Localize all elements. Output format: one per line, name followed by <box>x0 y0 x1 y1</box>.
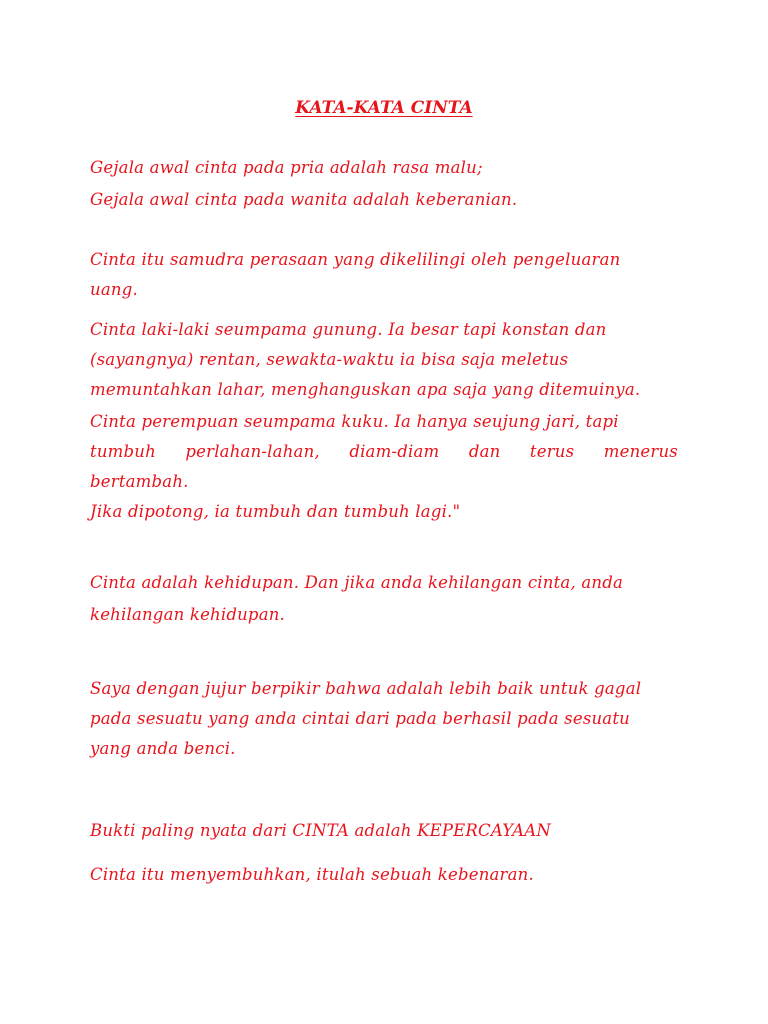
justified-word: diam-diam <box>349 442 440 461</box>
paragraph-4-line-2: kehilangan kehidupan. <box>90 605 286 624</box>
justified-word: dan <box>468 442 501 461</box>
paragraph-1-line-1: Gejala awal cinta pada pria adalah rasa malu; <box>90 158 483 177</box>
paragraph-5-line-1: Saya dengan jujur berpikir bahwa adalah lebih baik untuk gagal <box>90 679 642 698</box>
paragraph-3-line-4: Cinta perempuan seumpama kuku. Ia hanya seujung jari, tapi <box>90 412 619 431</box>
paragraph-3-line-5 <box>90 437 678 467</box>
paragraph-3-line-1: Cinta laki-laki seumpama gunung. Ia besar tapi konstan dan <box>90 320 607 339</box>
justified-word: tumbuh <box>90 442 156 461</box>
paragraph-7-line-1: Cinta itu menyembuhkan, itulah sebuah kebenaran. <box>90 865 534 884</box>
paragraph-2-line-2: uang. <box>90 280 138 299</box>
paragraph-3-line-2: (sayangnya) rentan, sewakta-waktu ia bisa saja meletus <box>90 350 569 369</box>
justified-word: perlahan-lahan, <box>185 442 320 461</box>
paragraph-5-line-3: yang anda benci. <box>90 739 236 758</box>
paragraph-3-line-6: bertambah. <box>90 472 189 491</box>
paragraph-4-line-1: Cinta adalah kehidupan. Dan jika anda kehilangan cinta, anda <box>90 573 623 592</box>
paragraph-2-line-1: Cinta itu samudra perasaan yang dikelilingi oleh pengeluaran <box>90 250 621 269</box>
paragraph-5-line-2: pada sesuatu yang anda cintai dari pada berhasil pada sesuatu <box>90 709 631 728</box>
paragraph-3-line-7: Jika dipotong, ia tumbuh dan tumbuh lagi." <box>90 502 461 521</box>
paragraph-1-line-2: Gejala awal cinta pada wanita adalah keberanian. <box>90 190 518 209</box>
paragraph-6-line-1: Bukti paling nyata dari CINTA adalah KEPERCAYAAN <box>90 821 551 840</box>
paragraph-3-line-3: memuntahkan lahar, menghanguskan apa saja yang ditemuinya. <box>90 380 641 399</box>
justified-word: menerus <box>603 442 678 461</box>
document-title: KATA-KATA CINTA <box>295 98 473 118</box>
justified-word: terus <box>529 442 575 461</box>
